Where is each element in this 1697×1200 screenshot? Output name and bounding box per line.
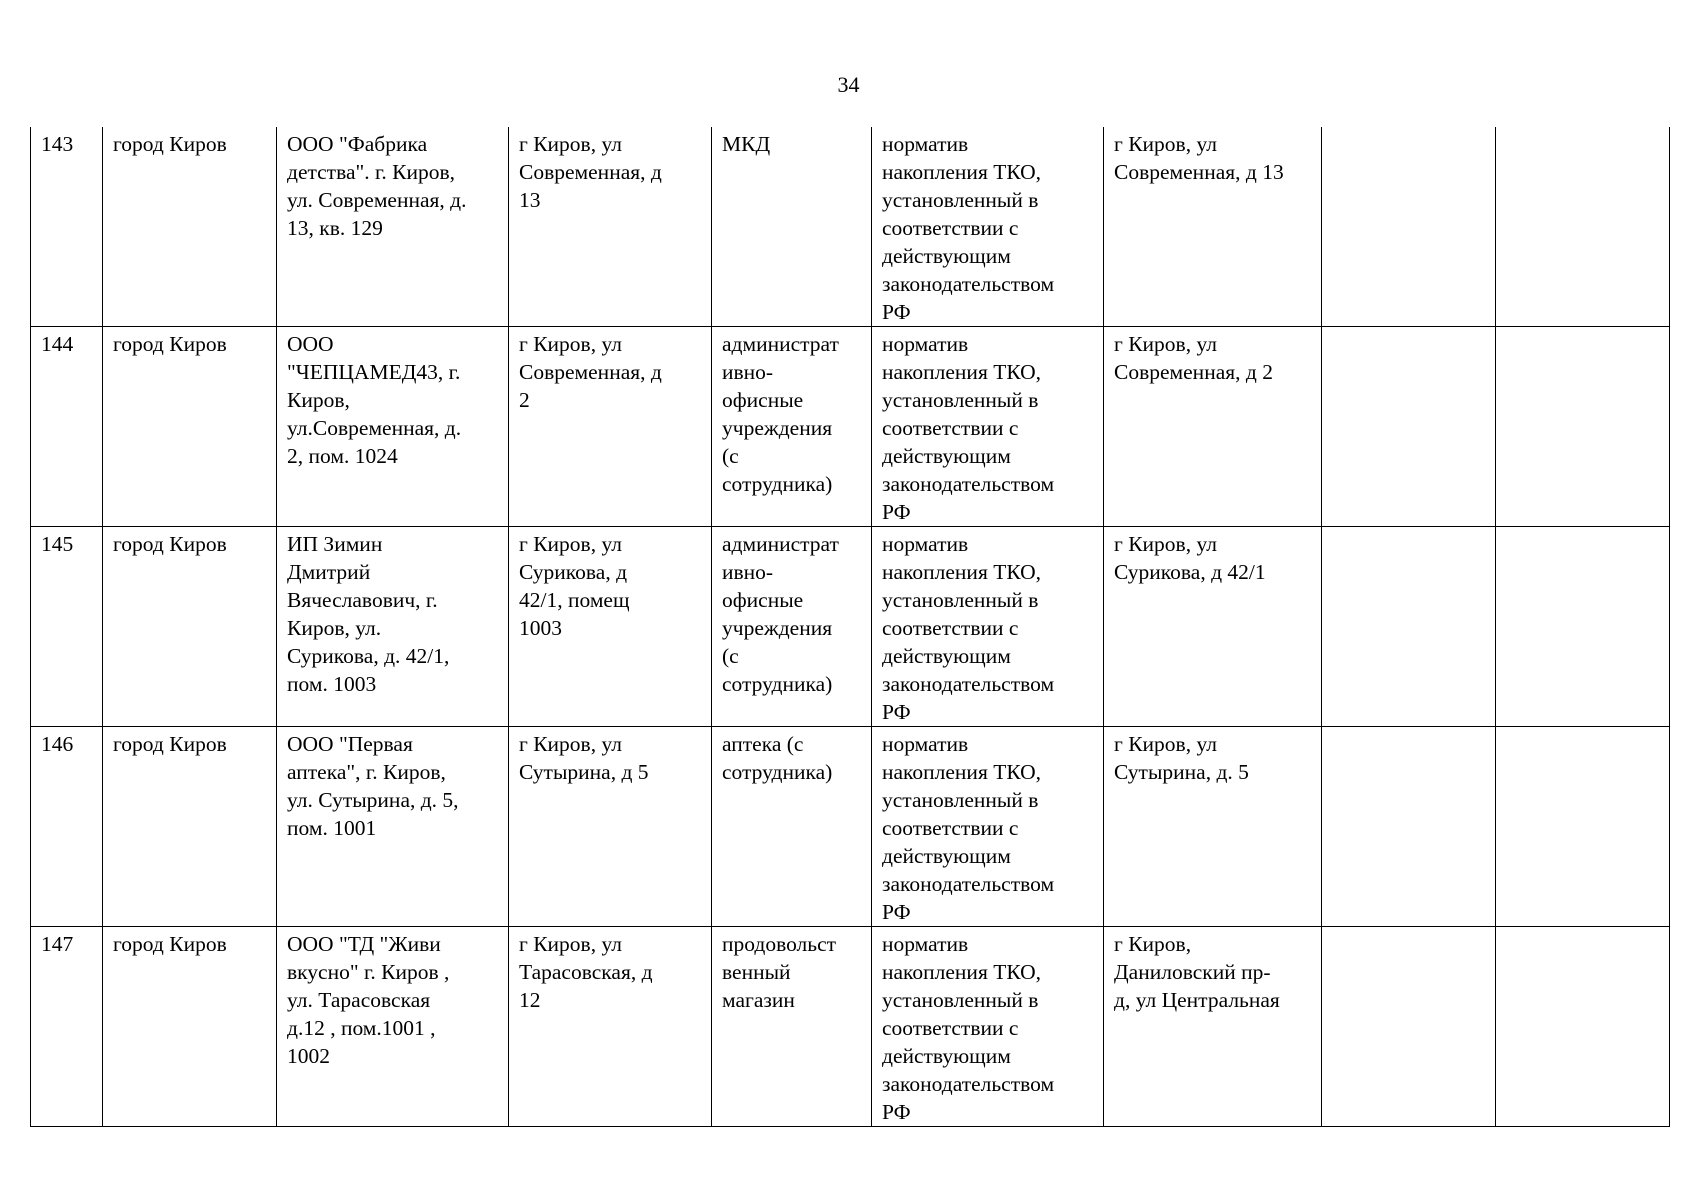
table-row [31,127,1670,327]
page-number: 34 [837,72,860,97]
extra-cell-1 [1322,727,1496,927]
site-cell: г Киров, ул Сурикова, д 42/1 [1104,527,1322,727]
object-type-cell: МКД [712,127,872,327]
table-row [31,727,1670,927]
extra-cell-2 [1496,327,1670,527]
row-number: 144 [31,327,103,527]
row-number: 143 [31,127,103,327]
settlement-cell: город Киров [103,527,277,727]
settlement-cell: город Киров [103,927,277,1127]
norm-cell: норматив накопления ТКО, установленный в соответствии с действующим законодательством РФ [872,127,1104,327]
registry-table [30,127,1670,1127]
site-cell: г Киров, ул Современная, д 2 [1104,327,1322,527]
settlement-cell: город Киров [103,327,277,527]
table-row [31,927,1670,1127]
site-cell: г Киров, ул Сутырина, д. 5 [1104,727,1322,927]
object-type-cell: аптека (с сотрудника) [712,727,872,927]
settlement-cell: город Киров [103,727,277,927]
address-cell: г Киров, ул Сурикова, д 42/1, помещ 1003 [509,527,712,727]
organization-cell: ООО "Первая аптека", г. Киров, ул. Сутырина, д. 5, пом. 1001 [277,727,509,927]
address-cell: г Киров, ул Тарасовская, д 12 [509,927,712,1127]
row-number: 145 [31,527,103,727]
norm-cell: норматив накопления ТКО, установленный в соответствии с действующим законодательством РФ [872,727,1104,927]
address-cell: г Киров, ул Современная, д 2 [509,327,712,527]
extra-cell-2 [1496,527,1670,727]
extra-cell-1 [1322,127,1496,327]
norm-cell: норматив накопления ТКО, установленный в соответствии с действующим законодательством РФ [872,927,1104,1127]
row-number: 146 [31,727,103,927]
organization-cell: ООО "ЧЕПЦАМЕД43, г. Киров, ул.Современная, д. 2, пом. 1024 [277,327,509,527]
norm-cell: норматив накопления ТКО, установленный в соответствии с действующим законодательством РФ [872,327,1104,527]
extra-cell-2 [1496,727,1670,927]
norm-cell: норматив накопления ТКО, установленный в соответствии с действующим законодательством РФ [872,527,1104,727]
settlement-cell: город Киров [103,127,277,327]
organization-cell: ИП Зимин Дмитрий Вячеславович, г. Киров, ул. Сурикова, д. 42/1, пом. 1003 [277,527,509,727]
object-type-cell: администрат ивно- офисные учреждения (с сотрудника) [712,327,872,527]
object-type-cell: администрат ивно- офисные учреждения (с сотрудника) [712,527,872,727]
organization-cell: ООО "Фабрика детства". г. Киров, ул. Современная, д. 13, кв. 129 [277,127,509,327]
extra-cell-1 [1322,527,1496,727]
row-number: 147 [31,927,103,1127]
table-row [31,527,1670,727]
site-cell: г Киров, ул Современная, д 13 [1104,127,1322,327]
address-cell: г Киров, ул Современная, д 13 [509,127,712,327]
organization-cell: ООО "ТД "Живи вкусно" г. Киров , ул. Тарасовская д.12 , пом.1001 , 1002 [277,927,509,1127]
table-row [31,327,1670,527]
extra-cell-2 [1496,127,1670,327]
extra-cell-1 [1322,327,1496,527]
object-type-cell: продовольст венный магазин [712,927,872,1127]
extra-cell-1 [1322,927,1496,1127]
address-cell: г Киров, ул Сутырина, д 5 [509,727,712,927]
site-cell: г Киров, Даниловский пр- д, ул Центральная [1104,927,1322,1127]
extra-cell-2 [1496,927,1670,1127]
